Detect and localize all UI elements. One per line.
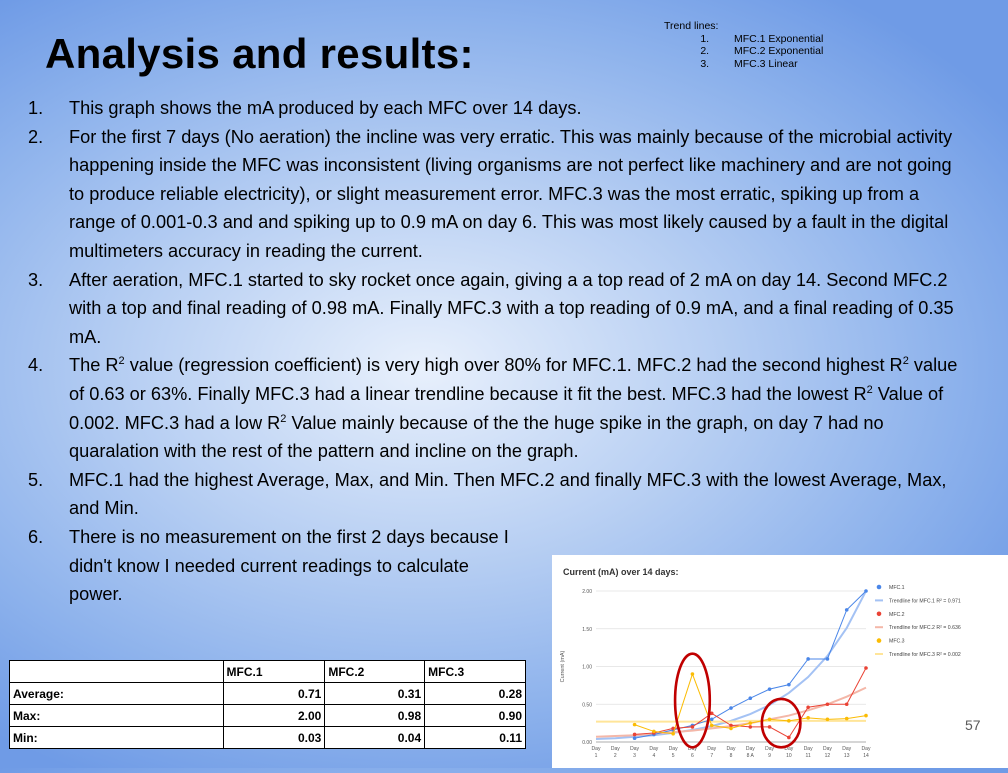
trendline	[596, 721, 866, 722]
data-point	[864, 589, 868, 593]
y-tick-label: 2.00	[582, 589, 592, 595]
table-cell: 0.31	[325, 683, 425, 705]
trend-line-item: 2. MFC.2 Exponential	[712, 45, 823, 58]
data-point	[864, 714, 868, 718]
data-point	[710, 724, 714, 728]
point-text: After aeration, MFC.1 started to sky rocket once again, giving a a top read of 2 mA on day 14. Second MFC.2 with a top and final reading of 0.98 mA. Finally MFC.3 with a top reading of 0.9 mA, and a final reading of 0.35 mA.	[69, 269, 954, 347]
data-point	[768, 725, 772, 729]
x-tick-label: 9	[768, 753, 771, 759]
data-point	[845, 702, 849, 706]
superscript: 2	[866, 383, 873, 396]
x-tick-label: Day	[745, 746, 755, 752]
chart-title: Current (mA) over 14 days:	[563, 567, 679, 577]
row-label: Average:	[10, 683, 224, 705]
point-number: 3.	[28, 269, 44, 290]
x-tick-label: Day	[630, 746, 640, 752]
data-point	[845, 717, 849, 721]
table-header-cell: MFC.1	[223, 661, 325, 683]
table-cell: 2.00	[223, 705, 325, 727]
x-tick-label: 12	[824, 753, 831, 759]
table-header-cell: MFC.3	[425, 661, 526, 683]
x-tick-label: Day	[861, 746, 871, 752]
analysis-point-4	[28, 351, 958, 465]
table-cell: 0.71	[223, 683, 325, 705]
x-tick-label: 14	[863, 753, 869, 759]
x-tick-label: Day	[822, 746, 832, 752]
data-point	[787, 719, 791, 723]
page-number: 57	[965, 717, 981, 733]
legend-label: MFC.1	[889, 585, 905, 591]
table-header-cell	[10, 661, 224, 683]
x-tick-label: Day	[784, 746, 794, 752]
x-tick-label: Day	[765, 746, 775, 752]
data-point	[826, 718, 830, 722]
y-tick-label: 1.00	[582, 664, 592, 671]
point-text: MFC.1 had the highest Average, Max, and Min. Then MFC.2 and finally MFC.3 with the lowest Average, Max, and Min.	[69, 469, 947, 519]
point-number: 6.	[28, 526, 44, 547]
legend-label: Trendline for MFC.2 R² = 0.636	[889, 625, 961, 632]
analysis-point-1	[28, 94, 958, 123]
data-point	[691, 725, 695, 729]
highlight-circle	[675, 654, 710, 748]
x-tick-label: 8	[729, 753, 733, 759]
y-tick-label: 0.50	[582, 702, 592, 709]
data-point	[710, 718, 714, 722]
current-chart	[552, 555, 1008, 768]
legend-label: MFC.2	[889, 611, 905, 618]
data-point	[633, 723, 637, 727]
data-point	[845, 608, 849, 612]
x-tick-label: Day	[610, 746, 620, 752]
highlight-circle	[762, 699, 801, 747]
series-line	[635, 591, 866, 738]
point-number: 1.	[28, 98, 44, 118]
data-point	[768, 687, 772, 691]
superscript: 2	[902, 355, 909, 368]
x-tick-label: Day	[668, 746, 678, 752]
legend-label: MFC.3	[889, 638, 905, 645]
chart-svg	[552, 555, 1008, 768]
stats-table	[9, 660, 526, 749]
data-point	[748, 725, 752, 729]
data-point	[826, 657, 830, 661]
data-point	[748, 696, 752, 700]
data-point	[633, 733, 637, 737]
data-point	[806, 705, 810, 709]
table-row	[10, 705, 526, 727]
data-point	[671, 732, 675, 736]
y-axis-label: Current (mA)	[560, 650, 566, 683]
x-tick-label: 11	[805, 753, 811, 759]
point-text: There is no measurement on the first 2 days because I didn't know I needed current readings to calculate power.	[69, 526, 509, 605]
x-tick-label: Day	[649, 746, 659, 752]
trend-line-item: 1. MFC.1 Exponential	[712, 33, 823, 46]
x-tick-label: Day	[726, 746, 736, 752]
legend-label: Trendline for MFC.1 R² = 0.971	[889, 598, 961, 605]
y-tick-label: 0.00	[582, 740, 592, 746]
x-tick-label: Day	[842, 746, 852, 752]
analysis-point-5	[28, 466, 958, 523]
legend-label: Trendline for MFC.3 R² = 0.002	[889, 652, 961, 658]
x-tick-label: 4	[652, 753, 656, 759]
x-tick-label: 6	[691, 753, 694, 759]
trend-lines-heading: Trend lines:	[664, 20, 719, 32]
point-number: 2.	[28, 126, 44, 147]
slide-title: Analysis and results:	[45, 30, 474, 77]
superscript: 2	[280, 412, 287, 425]
data-point	[864, 666, 868, 670]
data-point	[787, 736, 791, 740]
point-text: For the first 7 days (No aeration) the incline was very erratic. This was mainly because of the microbial activity happening inside the MFC was inconsistent (living organisms are not perfect like machinery and are not going to produce reliable electricity), or slight measurement error. MFC.3 was the most erratic, spiking up from a range of 0.001-0.3 and and spiking up to 0.9 mA on day 6. This was most likely caused by a fault in the digital multimeters accuracy in reading the current.	[69, 126, 953, 261]
data-point	[826, 702, 830, 706]
point-number: 5.	[28, 469, 44, 490]
data-point	[729, 706, 733, 710]
x-tick-label: 8 A	[746, 753, 754, 759]
data-point	[729, 727, 733, 731]
x-tick-label: 5	[671, 753, 675, 759]
table-header-cell: MFC.2	[325, 661, 425, 683]
table-cell: 0.03	[223, 727, 325, 749]
x-tick-label: Day	[707, 746, 717, 752]
data-point	[768, 718, 772, 722]
table-row	[10, 727, 526, 749]
x-tick-label: Day	[687, 746, 697, 752]
trend-lines-note	[664, 20, 823, 70]
analysis-list	[28, 94, 958, 609]
table-cell: 0.11	[425, 727, 526, 749]
analysis-point-2	[28, 123, 958, 266]
superscript: 2	[118, 355, 125, 368]
table-cell: 0.98	[325, 705, 425, 727]
x-tick-label: 2	[613, 753, 617, 759]
data-point	[806, 657, 810, 661]
y-tick-label: 1.50	[582, 626, 592, 633]
x-tick-label: 3	[633, 753, 636, 759]
x-tick-label: Day	[803, 746, 813, 752]
data-point	[806, 716, 810, 720]
trendline	[596, 591, 866, 739]
x-tick-label: 13	[843, 753, 850, 759]
legend-marker	[877, 585, 882, 590]
point-text: This graph shows the mA produced by each MFC over 14 days.	[69, 98, 582, 118]
x-tick-label: Day	[591, 746, 601, 752]
trend-lines-list	[664, 33, 823, 71]
point-text: The $R^2$ value (regression coefficient) is very high over 80% for MFC.1. MFC.2 had the second highest $R^2$ value of 0.63 or 63%. Finally MFC.3 had a linear trendline because it fit the best. MFC.3 had the lowest $R^2$ Value of 0.002. MFC.3 had a low $R^2$ Value mainly because of the the huge spike in the graph, on day 7 had no quaralation with the rest of the pattern and incline on the graph.	[69, 355, 958, 462]
table-cell: 0.90	[425, 705, 526, 727]
data-point	[633, 736, 637, 740]
row-label: Max:	[10, 705, 224, 727]
table-header-row	[10, 661, 526, 683]
table-cell: 0.28	[425, 683, 526, 705]
data-point	[748, 721, 752, 725]
analysis-point-3	[28, 266, 958, 352]
legend-marker	[877, 638, 882, 643]
data-point	[652, 730, 656, 734]
table-cell: 0.04	[325, 727, 425, 749]
x-tick-label: 1	[594, 753, 598, 759]
trend-line-item: 3. MFC.3 Linear	[712, 58, 823, 71]
data-point	[691, 672, 695, 676]
data-point	[787, 683, 791, 687]
table-row	[10, 683, 526, 705]
row-label: Min:	[10, 727, 224, 749]
x-tick-label: 7	[710, 753, 714, 759]
point-number: 4.	[28, 355, 44, 376]
x-tick-label: 10	[786, 753, 792, 759]
legend-marker	[877, 612, 882, 617]
